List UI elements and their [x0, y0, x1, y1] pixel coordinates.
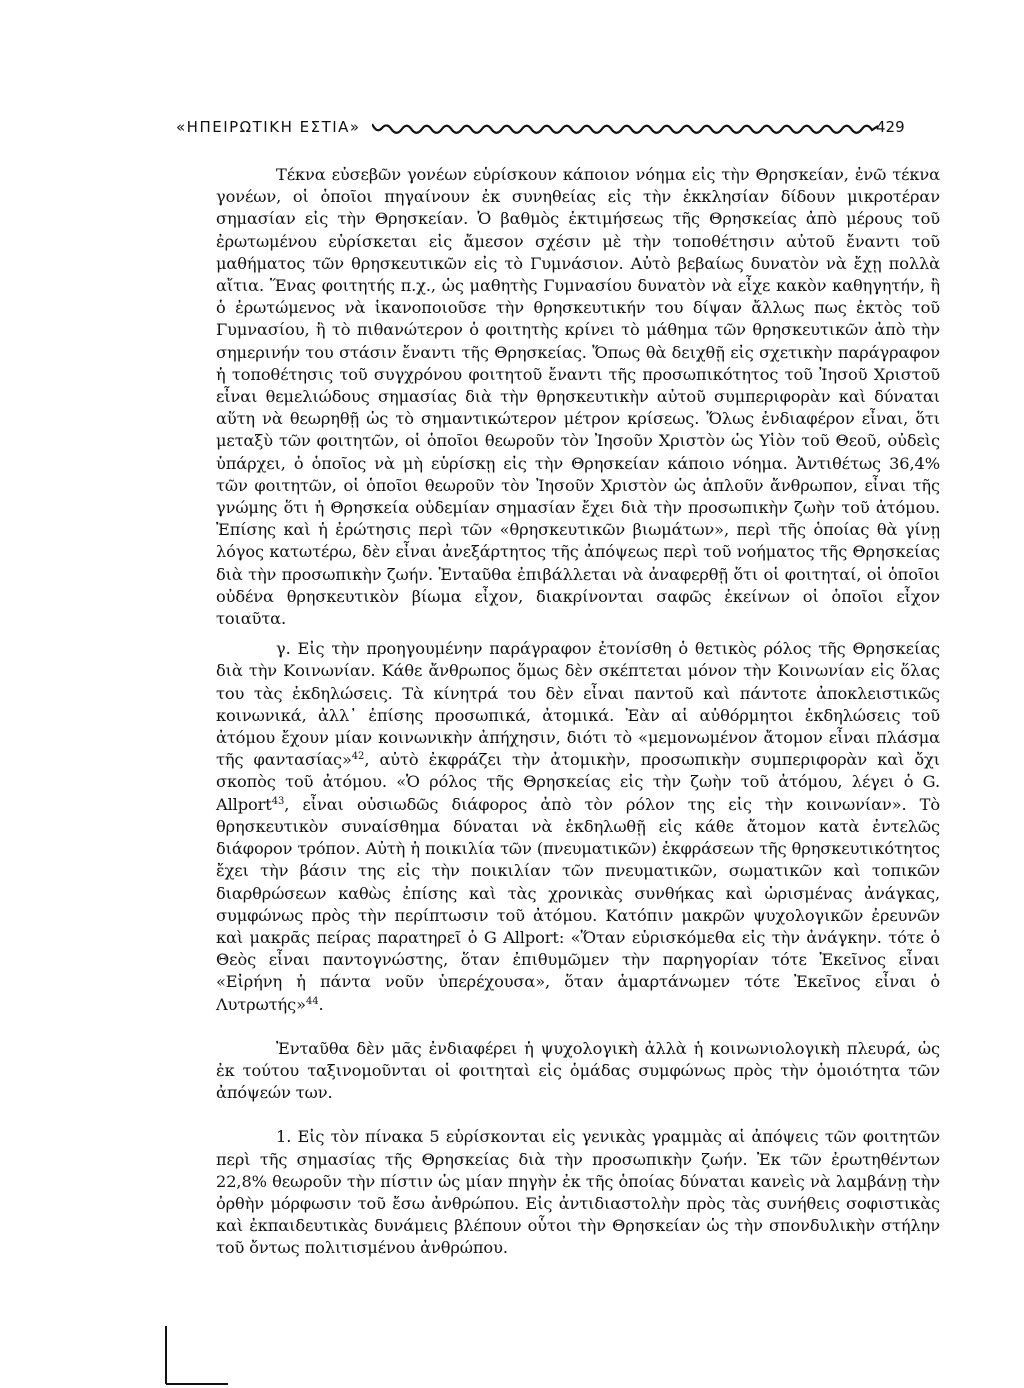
paragraph-4: 1. Εἰς τὸν πίνακα 5 εὑρίσκονται εἰς γενικὰς γραμμὰς αἱ ἀπόψεις τῶν φοιτητῶν περὶ τῆς σημασίας τῆς Θρησκείας διὰ τὴν προσωπικὴν ζωήν. Ἐκ τῶν ἐρωτηθέντων 22,8% θεωροῦν τὴν πίστιν ὡς μίαν πηγὴν ἐκ τῆς ὁποίας δύναται κανεὶς νὰ λαμβάνῃ τὴν ὀρθὴν μόρφωσιν τοῦ ἔσω ἀνθρώπου. Εἰς ἀντιδιαστολὴν πρὸς τὰς συνήθεις σοφιστικὰς καὶ ἐκπαιδευτικὰς δυνάμεις βλέπουν οὗτοι τὴν Θρησκείαν ὡς τὴν σπονδυλικὴν στήλην τοῦ ὄντως πολιτισμένου ἀνθρώπου.	[216, 1127, 940, 1258]
page-number: 429	[876, 118, 905, 136]
paragraph-3: Ἐνταῦθα δὲν μᾶς ἐνδιαφέρει ἡ ψυχολογικὴ ἀλλὰ ἡ κοινωνιολογικὴ πλευρά, ὡς ἐκ τούτου ταξινομοῦνται οἱ φοιτηταὶ εἰς ὁμάδας συμφώνως πρὸς τὴν ὁμοιότητα τῶν ἀπόψεών των.	[216, 1038, 940, 1103]
paragraph-2-text-c: , εἶναι οὐσιωδῶς διάφορος ἀπὸ τὸν ρόλον της εἰς τὴν κοινωνίαν». Τὸ θρησκευτικὸν συναίσθημα δύναται νὰ ἐκδηλωθῇ εἰς κάθε ἄτομον κατὰ ἐντελῶς διάφορον τρόπον. Αὐτὴ ἡ ποικιλία τῶν (πνευματικῶν) ἐκφράσεων τῆς θρησκευτικότητος ἔχει τὴν βάσιν της εἰς τὴν ποικιλίαν τῶν πνευματικῶν, σωματικῶν καὶ τοπικῶν διαρθρώσεων καθὼς ἐπίσης καὶ τὰς χρονικὰς συνθήκας καὶ ὡρισμένας ἀνάγκας, συμφώνως πρὸς τὴν περίπτωσιν τοῦ ἀτόμου. Κατόπιν μακρῶν ψυχολογικῶν ἐρευνῶν καὶ μακρᾶς πείρας παρατηρεῖ ὁ G Allport: «Ὅταν εὑρισκόμεθα εἰς τὴν ἀνάγκην. τότε ὁ Θεὸς εἶναι παντογνώστης, ὅταν ἐπιθυμῶμεν τὴν παρηγορίαν τότε Ἐκεῖνος εἶναι «Εἰρήνη ἡ πάντα νοῦν ὑπερέχουσα», ὅταν ἁμαρτάνωμεν τότε Ἐκεῖνος εἶναι ὁ Λυτρωτής»	[216, 794, 940, 1014]
corner-crop-mark	[164, 1326, 230, 1386]
running-header	[176, 118, 936, 146]
paragraph-2-text-d: .	[318, 994, 324, 1014]
footnote-ref-43[interactable]: 43	[271, 795, 285, 807]
footnote-ref-42[interactable]: 42	[351, 751, 365, 763]
journal-title: «ΗΠΕΙΡΩΤΙΚΗ ΕΣΤΙΑ»	[176, 118, 361, 136]
wavy-rule	[372, 120, 878, 136]
paragraph-2	[216, 638, 940, 1015]
body-text	[216, 164, 940, 1260]
paragraph-1: Τέκνα εὐσεβῶν γονέων εὑρίσκουν κάποιον νόημα εἰς τὴν Θρησκείαν, ἐνῶ τέκνα γονέων, οἱ ὁποῖοι πηγαίνουν ἐκ συνηθείας εἰς τὴν ἐκκλησίαν δίδουν μικροτέραν σημασίαν εἰς τὴν Θρησκείαν. Ὁ βαθμὸς ἐκτιμήσεως τῆς Θρησκείας ἀπὸ μέρους τοῦ ἐρωτωμένου εὑρίσκεται εἰς ἄμεσον σχέσιν μὲ τὴν τοποθέτησιν αὐτοῦ ἔναντι τοῦ μαθήματος τῶν θρησκευτικῶν εἰς τὸ Γυμνάσιον. Αὐτὸ βεβαίως δυνατὸν νὰ ἔχῃ πολλὰ αἴτια. Ἕνας φοιτητής π.χ., ὡς μαθητὴς Γυμνασίου δυνατὸν νὰ εἶχε κακὸν καθηγητήν, ἢ ὁ ἐρωτώμενος νὰ ἱκανοποιοῦσε τὴν θρησκευτικήν του δίψαν ἄλλως πως ἐκτὸς τοῦ Γυμνασίου, ἢ τὸ πιθανώτερον ὁ φοιτητὴς κρίνει τὸ μάθημα τῶν θρησκευτικῶν ἀπὸ τὴν σημερινήν του στάσιν ἔναντι τῆς Θρησκείας. Ὅπως θὰ δειχθῇ εἰς σχετικὴν παράγραφον ἡ τοποθέτησις τοῦ συγχρόνου φοιτητοῦ ἔναντι τῆς προσωπικότητος τοῦ Ἰησοῦ Χριστοῦ εἶναι θεμελιώδους σημασίας διὰ τὴν θρησκευτικὴν αὐτοῦ συμπεριφορὰν καὶ δύναται αὕτη νὰ θεωρηθῇ ὡς τὸ σημαντικώτερον μέτρον κρίσεως. Ὅλως ἐνδιαφέρον εἶναι, ὅτι μεταξὺ τῶν φοιτητῶν, οἱ ὁποῖοι θεωροῦν τὸν Ἰησοῦν Χριστὸν ὡς Υἱὸν τοῦ Θεοῦ, οὐδεὶς ὑπάρχει, ὁ ὁποῖος νὰ μὴ εὑρίσκῃ εἰς τὴν Θρησκείαν κάποιο νόημα. Ἀντιθέτως 36,4% τῶν φοιτητῶν, οἱ ὁποῖοι θεωροῦν τὸν Ἰησοῦν Χριστὸν ὡς ἁπλοῦν ἄνθρωπον, εἶναι τῆς γνώμης ὅτι ἡ Θρησκεία οὐδεμίαν σημασίαν ἔχει διὰ τὴν προσωπικὴν ζωὴν τοῦ ἀτόμου. Ἐπίσης καὶ ἡ ἐρώτησις περὶ τῶν «θρησκευτικῶν βιωμάτων», περὶ τῆς ὁποίας θὰ γίνῃ λόγος κατωτέρω, δὲν εἶναι ἀνεξάρτητος τῆς ἀπόψεως περὶ τοῦ νοήματος τῆς Θρησκείας διὰ τὴν προσωπικὴν ζωήν. Ἐνταῦθα ἐπιβάλλεται νὰ ἀναφερθῇ ὅτι οἱ φοιτηταί, οἱ ὁποῖοι οὐδένα θρησκευτικὸν βίωμα εἶχον, διακρίνονται σαφῶς ἐκείνων οἱ ὁποῖοι εἶχον τοιαῦτα.	[216, 165, 940, 629]
footnote-ref-44[interactable]: 44	[305, 995, 319, 1007]
paragraph-2-text-b: , αὐτὸ ἐκφράζει τὴν ἀτομικὴν, προσωπικὴν συμπεριφορὰν καὶ ὄχι σκοπὸς τοῦ ἀτόμου. «Ὁ ρόλος τῆς Θρησκείας εἰς τὴν ζωὴν τοῦ ἀτόμου, λέγει ὁ G. Allport	[216, 750, 940, 814]
paragraph-2-text-a: γ. Εἰς τὴν προηγουμένην παράγραφον ἐτονίσθη ὁ θετικὸς ρόλος τῆς Θρησκείας διὰ τὴν Κοινωνίαν. Κάθε ἄνθρωπος ὅμως δὲν σκέπτεται μόνον τὴν Κοινωνίαν εἰς ὅλας του τὰς ἐκδηλώσεις. Τὰ κίνητρά του δὲν εἶναι παντοῦ καὶ πάντοτε ἀποκλειστικῶς κοινωνικά, ἀλλ᾽ ἐπίσης προσωπικά, ἀτομικά. Ἐὰν αἱ αὐθόρμητοι ἐκδηλώσεις τοῦ ἀτόμου ἔχουν μίαν κοινωνικὴν ἀπήχησιν, διότι τὸ «μεμονωμένον ἄτομον εἶναι πλάσμα τῆς φαντασίας»	[216, 639, 940, 770]
